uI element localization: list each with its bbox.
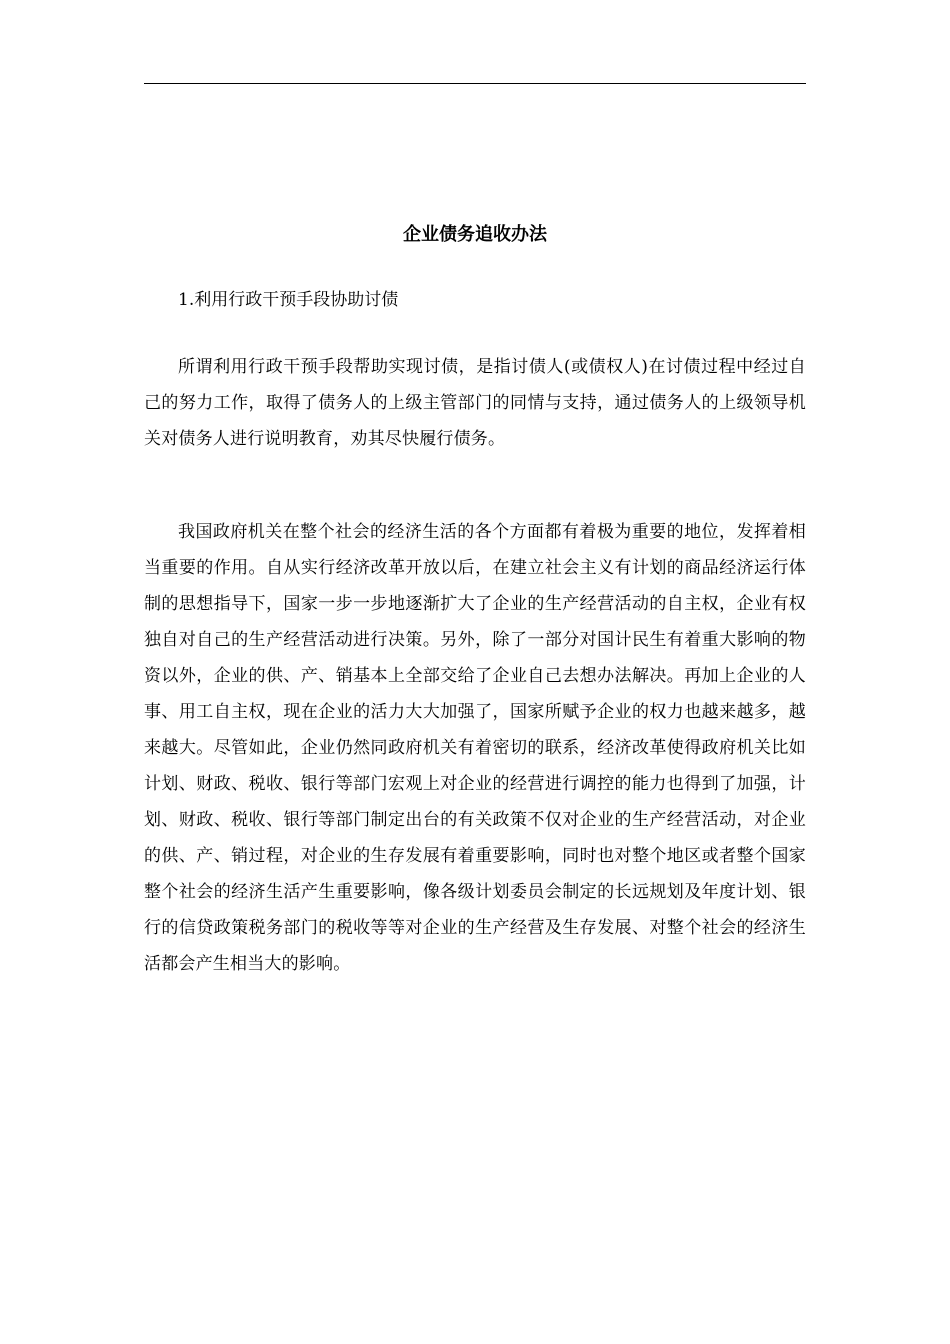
paragraph-2: 我国政府机关在整个社会的经济生活的各个方面都有着极为重要的地位，发挥着相当重要的作用。自从实行经济改革开放以后，在建立社会主义有计划的商品经济运行体制的思想指导下，国家一步一步地逐渐扩大了企业的生产经营活动的自主权，企业有权独自对自己的生产经营活动进行决策。另外，除了一部分对国计民生有着重大影响的物资以外，企业的供、产、销基本上全部交给了企业自己去想办法解决。再加上企业的人事、用工自主权，现在企业的活力大大加强了，国家所赋予企业的权力也越来越多，越来越大。尽管如此，企业仍然同政府机关有着密切的联系，经济改革使得政府机关比如计划、财政、税收、银行等部门宏观上对企业的经营进行调控的能力也得到了加强，计划、财政、税收、银行等部门制定出台的有关政策不仅对企业的生产经营活动，对企业的供、产、销过程，对企业的生存发展有着重要影响，同时也对整个地区或者整个国家整个社会的经济生活产生重要影响，像各级计划委员会制定的长远规划及年度计划、银行的信贷政策税务部门的税收等等对企业的生产经营及生存发展、对整个社会的经济生活都会产生相当大的影响。 [144,522,806,974]
paragraph-1: 所谓利用行政干预手段帮助实现讨债，是指讨债人(或债权人)在讨债过程中经过自己的努力工作，取得了债务人的上级主管部门的同情与支持，通过债务人的上级领导机关对债务人进行说明教育，劝其尽快履行债务。 [144,357,806,449]
header-rule [144,83,806,84]
section-heading: 1.利用行政干预手段协助讨债 [178,290,399,310]
document-title: 企业债务追收办法 [403,224,547,245]
